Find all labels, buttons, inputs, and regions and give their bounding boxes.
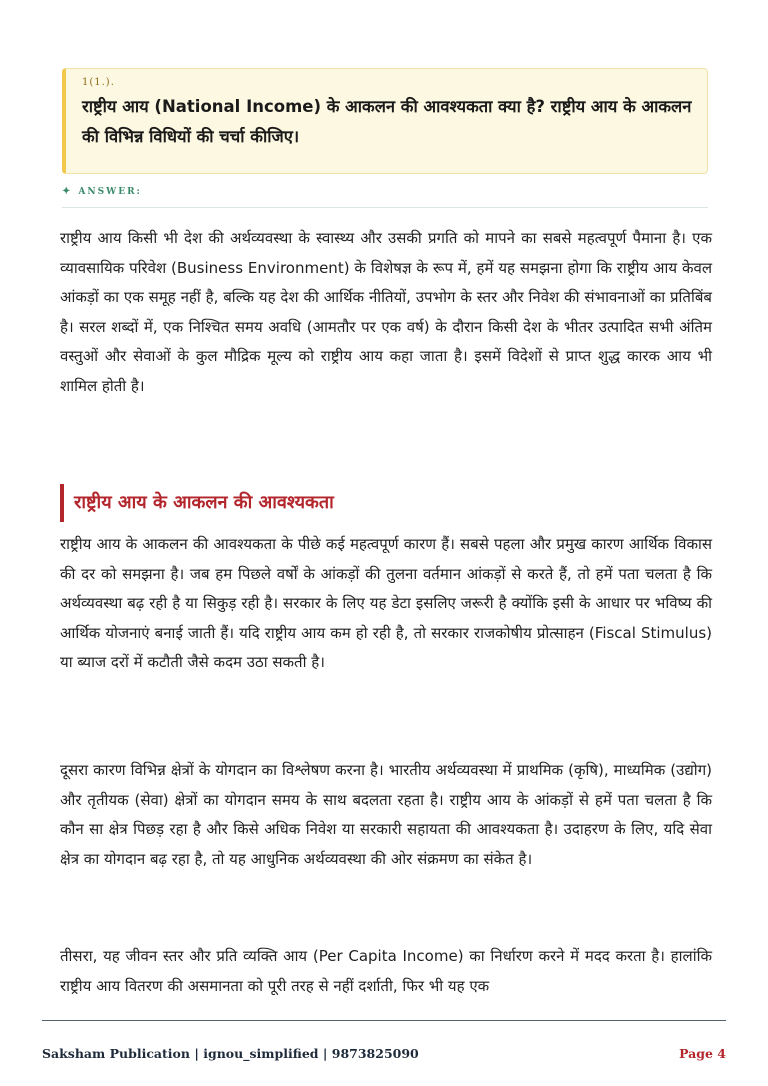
answer-label-row	[62, 186, 708, 208]
question-text: राष्ट्रीय आय (National Income) के आकलन की आवश्यकता क्या है? राष्ट्रीय आय के आकलन की विभिन्न विधियों की चर्चा कीजिए।	[82, 97, 692, 146]
answer-label: ANSWER:	[78, 187, 142, 197]
question-box	[62, 68, 708, 174]
paragraph-3: तीसरा, यह जीवन स्तर और प्रति व्यक्ति आय (Per Capita Income) का निर्धारण करने में मदद करता है। हालांकि राष्ट्रीय आय वितरण की असमानता को पूरी तरह से नहीं दर्शाती, फिर भी यह एक	[60, 947, 712, 995]
page-number: Page 4	[679, 1046, 726, 1061]
footer-divider	[42, 1020, 726, 1021]
paragraph-2: दूसरा कारण विभिन्न क्षेत्रों के योगदान का विश्लेषण करना है। भारतीय अर्थव्यवस्था में प्राथमिक (कृषि), माध्यमिक (उद्योग) और तृतीयक (सेवा) क्षेत्रों का योगदान समय के साथ बदलता रहता है। राष्ट्रीय आय के आंकड़ों से हमें पता चलता है कि कौन सा क्षेत्र पिछड़ रहा है और किसे अधिक निवेश या सरकारी सहायता की आवश्यकता है। उदाहरण के लिए, यदि सेवा क्षेत्र का योगदान बढ़ रहा है, तो यह आधुनिक अर्थव्यवस्था की ओर संक्रमण का संकेत है।	[60, 761, 712, 868]
intro-paragraph: राष्ट्रीय आय किसी भी देश की अर्थव्यवस्था के स्वास्थ्य और उसकी प्रगति को मापने का सबसे महत्वपूर्ण पैमाना है। एक व्यावसायिक परिवेश (Business Environment) के विशेषज्ञ के रूप में, हमें यह समझना होगा कि राष्ट्रीय आय केवल आंकड़ों का एक समूह नहीं है, बल्कि यह देश की आर्थिक नीतियों, उपभोग के स्तर और निवेश की संभावनाओं का प्रतिबिंब है। सरल शब्दों में, एक निश्चित समय अवधि (आमतौर पर एक वर्ष) के दौरान किसी देश के भीतर उत्पादित सभी अंतिम वस्तुओं और सेवाओं के कुल मौद्रिक मूल्य को राष्ट्रीय आय कहा जाता है। इसमें विदेशों से प्राप्त शुद्ध कारक आय भी शामिल होती है।	[60, 229, 712, 395]
question-number: 1(1.).	[82, 77, 115, 88]
sparkle-icon: ✦	[62, 186, 73, 197]
paragraph-1: राष्ट्रीय आय के आकलन की आवश्यकता के पीछे कई महत्वपूर्ण कारण हैं। सबसे पहला और प्रमुख कारण आर्थिक विकास की दर को समझना है। जब हम पिछले वर्षों के आंकड़ों की तुलना वर्तमान आंकड़ों से करते हैं, तो हमें पता चलता है कि अर्थव्यवस्था बढ़ रही है या सिकुड़ रही है। सरकार के लिए यह डेटा इसलिए जरूरी है क्योंकि इसी के आधार पर भविष्य की आर्थिक योजनाएं बनाई जाती हैं। यदि राष्ट्रीय आय कम हो रही है, तो सरकार राजकोषीय प्रोत्साहन (Fiscal Stimulus) या ब्याज दरों में कटौती जैसे कदम उठा सकती है।	[60, 535, 712, 671]
footer-publisher: Saksham Publication | ignou_simplified | 9873825090	[42, 1046, 419, 1061]
section-heading: राष्ट्रीय आय के आकलन की आवश्यकता	[60, 484, 700, 522]
